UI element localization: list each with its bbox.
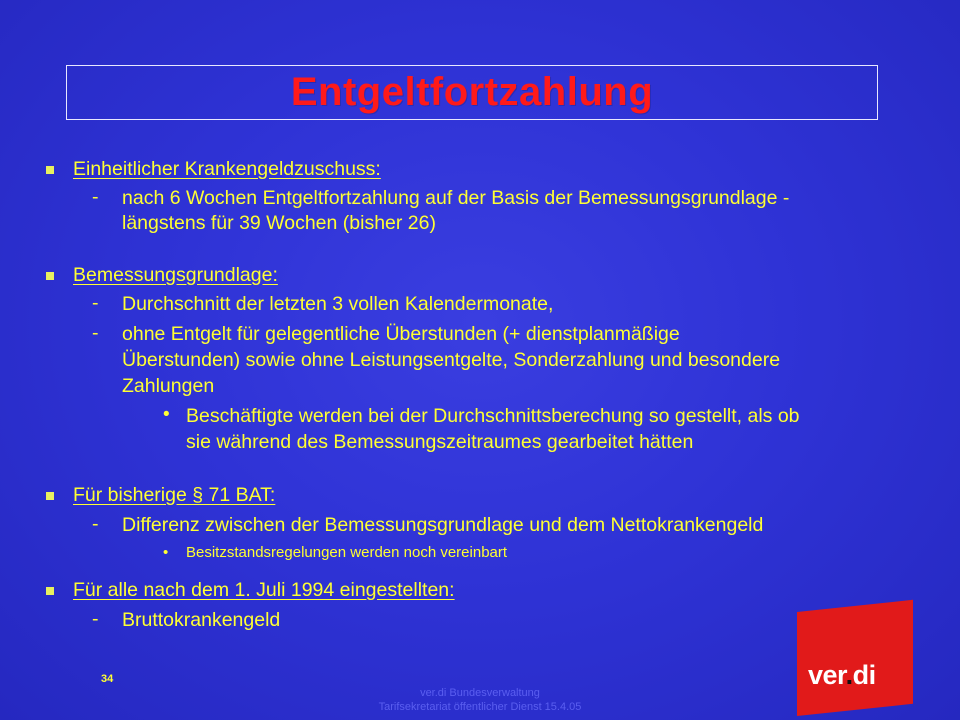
verdi-logo bbox=[797, 600, 913, 716]
logo-text-dot: . bbox=[845, 660, 853, 690]
sub-list-item: Beschäftigte werden bei der Durchschnittsberechung so gestellt, als ob bbox=[186, 405, 800, 427]
dash-marker: - bbox=[92, 322, 99, 344]
list-item: längstens für 39 Wochen (bisher 26) bbox=[122, 212, 436, 234]
list-item: Differenz zwischen der Bemessungsgrundlage und dem Nettokrankengeld bbox=[122, 514, 764, 536]
dash-marker: - bbox=[92, 608, 99, 630]
list-item: Zahlungen bbox=[122, 375, 215, 397]
list-item: ohne Entgelt für gelegentliche Überstunden (+ dienstplanmäßige bbox=[122, 323, 680, 345]
dash-marker: - bbox=[92, 186, 99, 208]
square-bullet-icon bbox=[46, 166, 54, 174]
square-bullet-icon bbox=[46, 272, 54, 280]
verdi-logo-text bbox=[808, 660, 876, 691]
list-item: Überstunden) sowie ohne Leistungsentgelte, Sonderzahlung und besondere bbox=[122, 349, 781, 371]
sub-list-item: sie während des Bemessungszeitraumes gearbeitet hätten bbox=[186, 431, 694, 453]
slide-title: Entgeltfortzahlung bbox=[290, 70, 654, 114]
dash-marker: - bbox=[92, 292, 99, 314]
footer-line-2: Tarifsekretariat öffentlicher Dienst 15.4.05 bbox=[378, 701, 582, 713]
sub-list-item: Besitzstandsregelungen werden noch vereinbart bbox=[186, 544, 508, 561]
square-bullet-icon bbox=[46, 587, 54, 595]
section-heading: Bemessungsgrundlage: bbox=[73, 264, 278, 286]
section-heading: Für alle nach dem 1. Juli 1994 eingestellten: bbox=[73, 579, 455, 601]
bullet-marker: • bbox=[163, 404, 170, 425]
logo-text-post: di bbox=[852, 660, 876, 690]
list-item: nach 6 Wochen Entgeltfortzahlung auf der Basis der Bemessungsgrundlage - bbox=[122, 187, 790, 209]
square-bullet-icon bbox=[46, 492, 54, 500]
dash-marker: - bbox=[92, 513, 99, 535]
bullet-marker: • bbox=[163, 544, 169, 561]
footer-line-1: ver.di Bundesverwaltung bbox=[420, 687, 540, 699]
page-number: 34 bbox=[101, 673, 114, 685]
list-item: Durchschnitt der letzten 3 vollen Kalendermonate, bbox=[122, 293, 554, 315]
list-item: Bruttokrankengeld bbox=[122, 609, 281, 631]
logo-text-pre: ver bbox=[808, 660, 846, 690]
section-heading: Einheitlicher Krankengeldzuschuss: bbox=[73, 158, 381, 180]
section-heading: Für bisherige § 71 BAT: bbox=[73, 484, 276, 506]
